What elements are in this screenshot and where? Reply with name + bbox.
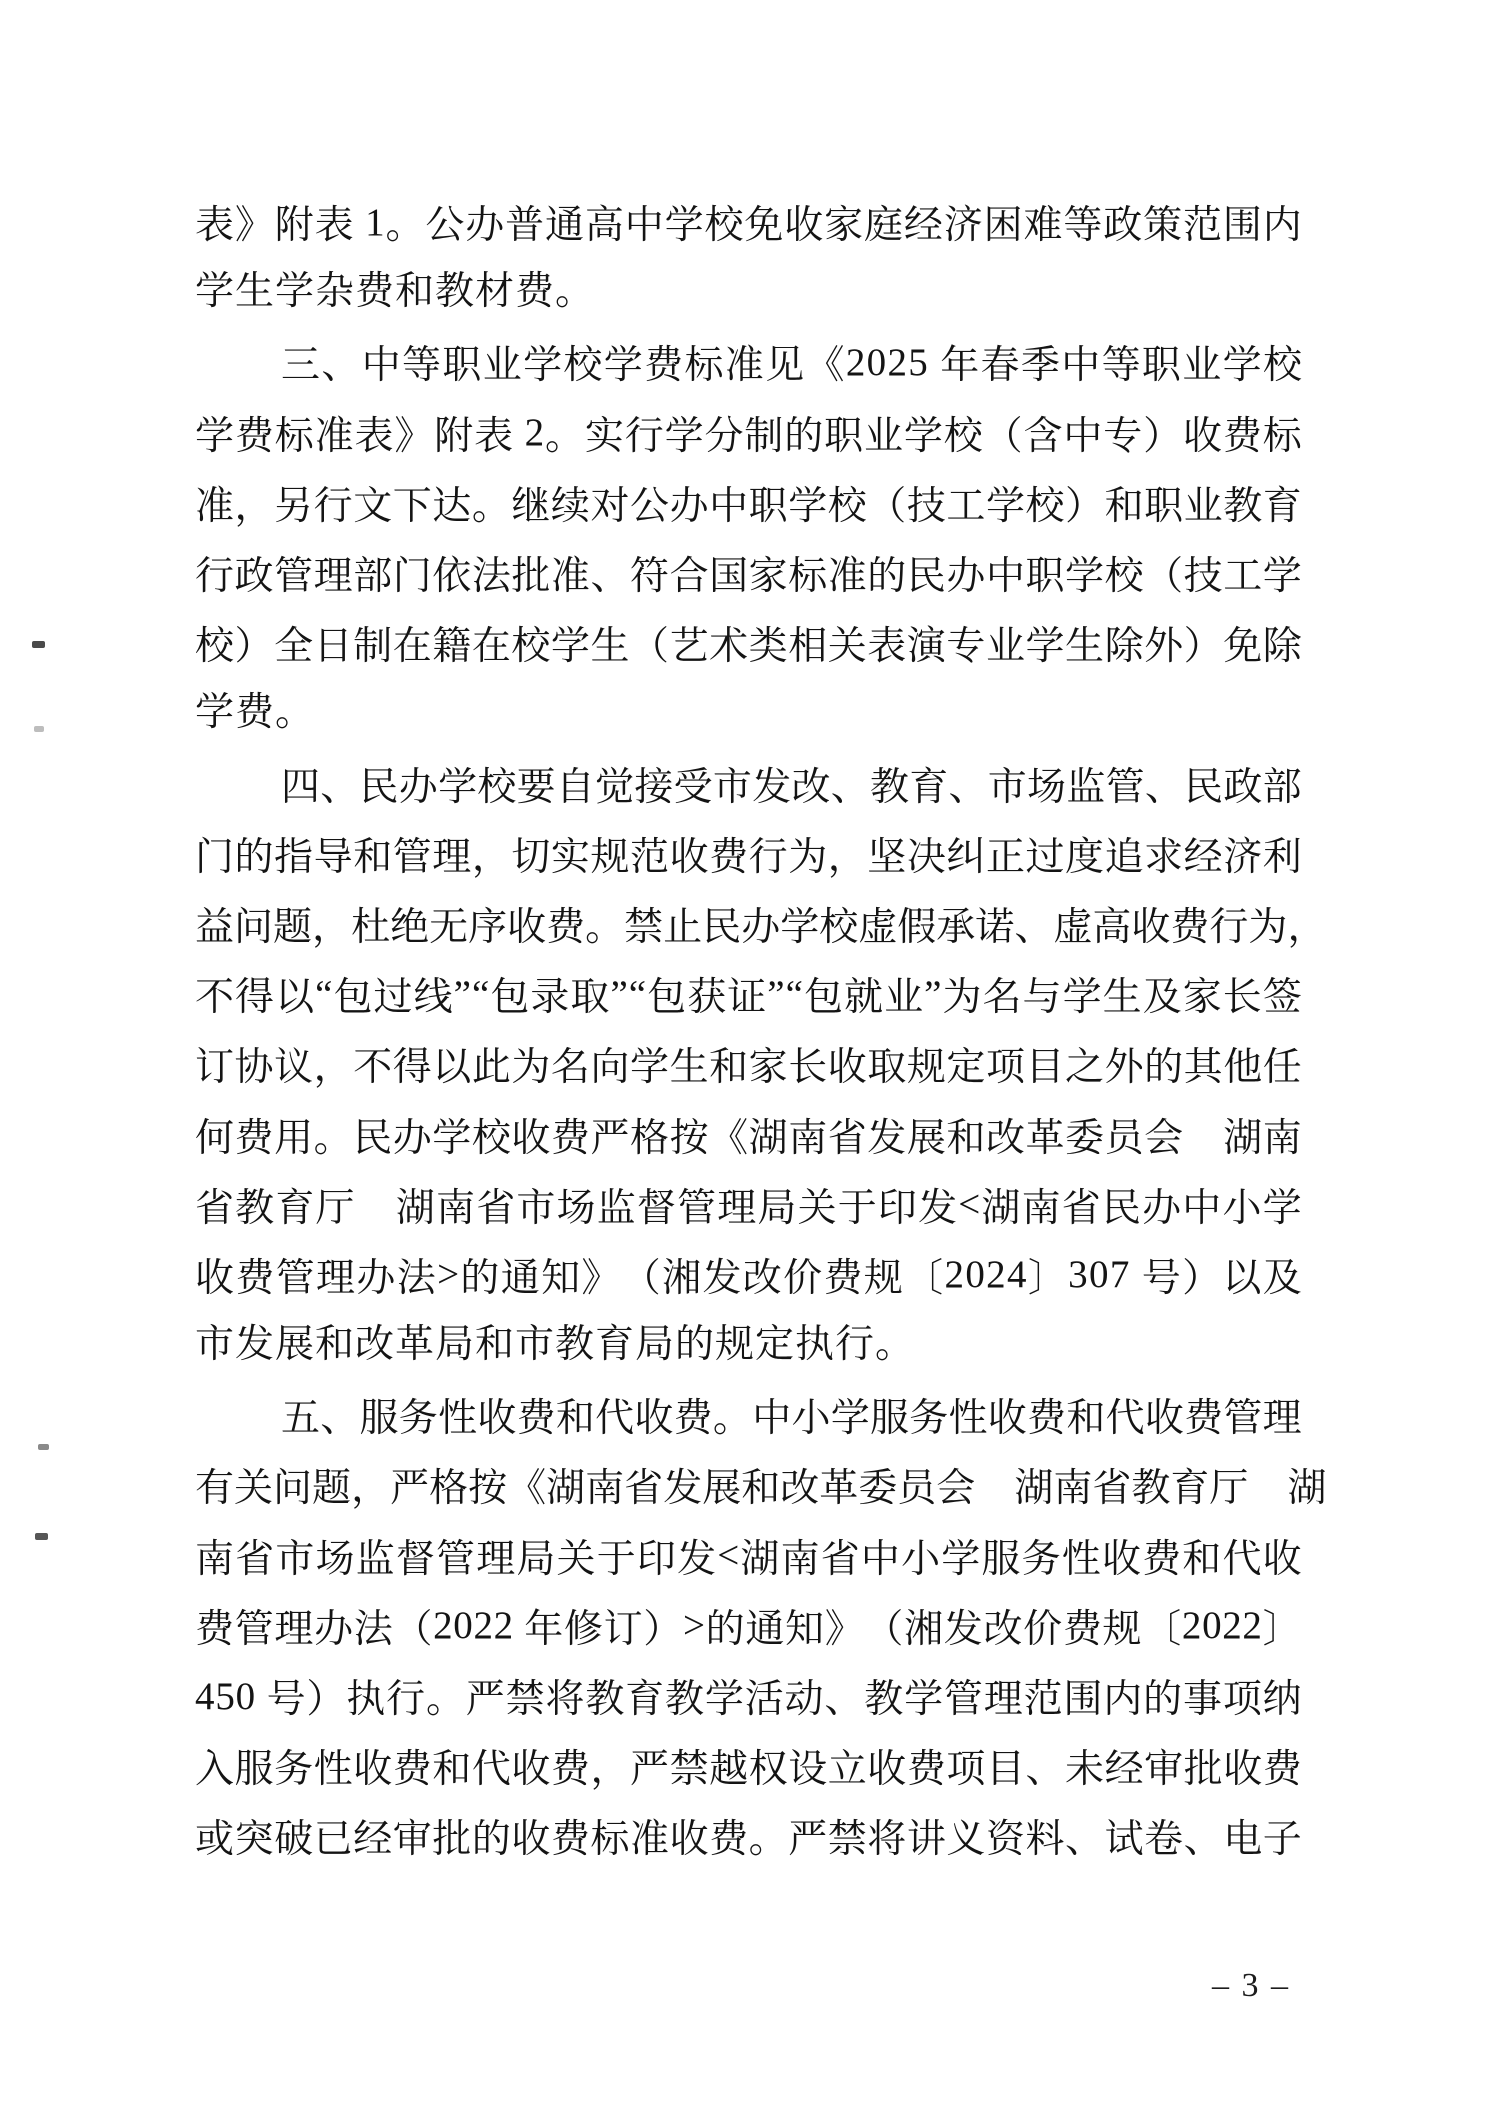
- text-line: 或 突 破 已 经 审 批 的 收 费 标 准 收 费 。 严 禁 将 讲 义 资 料 、 试 卷 、 电 子: [195, 1818, 1302, 1862]
- text-line: 五 、 服 务 性 收 费 和 代 收 费 。 中 小 学 服 务 性 收 费 和 代 收 费 管 理: [281, 1397, 1302, 1441]
- scan-artifact: [32, 641, 45, 648]
- page-number: – 3 –: [1212, 1967, 1290, 2004]
- scan-artifact: [35, 1533, 48, 1540]
- text-line: 费 管 理 办 法 （ 2 0 2 2 年 修 订 ） > 的 通 知 》 （ 湘 发 改 价 费 规 〔 2 0 2 2 〕: [195, 1604, 1302, 1651]
- text-line: 学生学杂费和教材费。: [195, 270, 596, 314]
- text-line: 省 教 育 厅 湖 南 省 市 场 监 督 管 理 局 关 于 印 发 < 湖 南 省 民 办 中 小 学: [195, 1183, 1302, 1230]
- text-line: 何 费 用 。 民 办 学 校 收 费 严 格 按 《 湖 南 省 发 展 和 改 革 委 员 会 湖 南: [195, 1116, 1302, 1160]
- text-line: 学 费 标 准 表 》 附 表 2 。 实 行 学 分 制 的 职 业 学 校 （ 含 中 专 ） 收 费 标: [195, 411, 1302, 458]
- text-line: 门 的 指 导 和 管 理 ， 切 实 规 范 收 费 行 为 ， 坚 决 纠 正 过 度 追 求 经 济 利: [195, 835, 1302, 879]
- scan-artifact: [34, 726, 44, 732]
- text-line: 4 5 0 号 ） 执 行 。 严 禁 将 教 育 教 学 活 动 、 教 学 管 理 范 围 内 的 事 项 纳: [195, 1674, 1302, 1722]
- text-line: 市发展和改革局和市教育局的规定执行。: [195, 1323, 916, 1366]
- text-line: 入 服 务 性 收 费 和 代 收 费 ， 严 禁 越 权 设 立 收 费 项 目 、 未 经 审 批 收 费: [195, 1748, 1302, 1792]
- text-line: 四 、 民 办 学 校 要 自 觉 接 受 市 发 改 、 教 育 、 市 场 监 管 、 民 政 部: [281, 765, 1302, 809]
- text-line: 准 ， 另 行 文 下 达 。 继 续 对 公 办 中 职 学 校 （ 技 工 学 校 ） 和 职 业 教 育: [195, 484, 1302, 528]
- text-line: 行 政 管 理 部 门 依 法 批 准 、 符 合 国 家 标 准 的 民 办 中 职 学 校 （ 技 工 学: [195, 555, 1302, 599]
- text-line: 订 协 议 ， 不 得 以 此 为 名 向 学 生 和 家 长 收 取 规 定 项 目 之 外 的 其 他 任: [195, 1046, 1302, 1090]
- text-line: 表 》 附 表 1 。 公 办 普 通 高 中 学 校 免 收 家 庭 经 济 困 难 等 政 策 范 围 内: [195, 200, 1302, 248]
- text-line: 有 关 问 题 ， 严 格 按 《 湖 南 省 发 展 和 改 革 委 员 会 湖 南 省 教 育 厅 湖: [195, 1467, 1327, 1511]
- text-line: 三 、 中 等 职 业 学 校 学 费 标 准 见 《 2 0 2 5 年 春 季 中 等 职 业 学 校: [281, 340, 1302, 388]
- text-line: 不 得 以 “ 包 过 线 ” “ 包 录 取 ” “ 包 获 证 ” “ 包 就 业 ” 为 名 与 学 生 及 家 长 签: [195, 972, 1302, 1020]
- scan-artifact: [38, 1444, 49, 1450]
- text-line: 南 省 市 场 监 督 管 理 局 关 于 印 发 < 湖 南 省 中 小 学 服 务 性 收 费 和 代 收: [195, 1534, 1302, 1581]
- text-line: 益 问 题 ， 杜 绝 无 序 收 费 。 禁 止 民 办 学 校 虚 假 承 诺 、 虚 高 收 费 行 为 ，: [195, 905, 1327, 949]
- text-line: 收 费 管 理 办 法 > 的 通 知 》 （ 湘 发 改 价 费 规 〔 2 0 2 4 〕 3 0 7 号 ） 以 及: [195, 1253, 1302, 1300]
- text-line: 校 ） 全 日 制 在 籍 在 校 学 生 （ 艺 术 类 相 关 表 演 专 业 学 生 除 外 ） 免 除: [195, 625, 1302, 669]
- text-line: 学费。: [195, 691, 316, 735]
- document-body-text: [195, 187, 1327, 1872]
